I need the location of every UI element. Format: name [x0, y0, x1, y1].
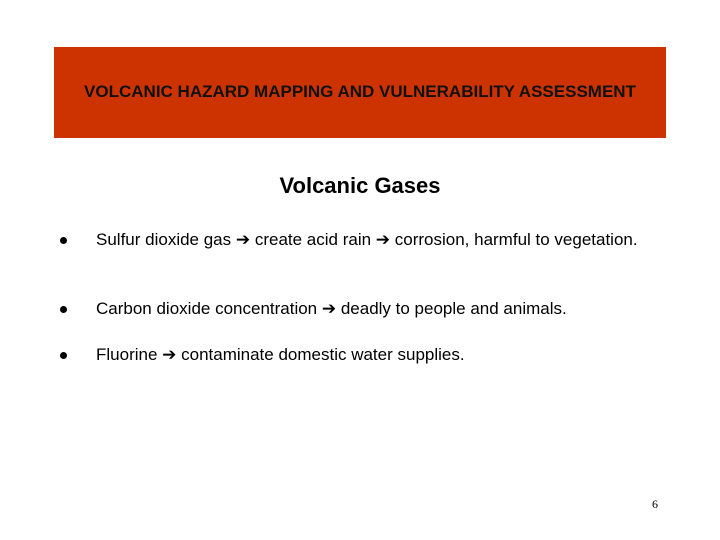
bullet-dot-icon	[60, 237, 67, 244]
page-number: 6	[652, 497, 658, 511]
bullet-dot-icon	[60, 306, 67, 313]
header-title: VOLCANIC HAZARD MAPPING AND VULNERABILITY ASSESSMENT	[84, 81, 636, 101]
bullet-text: Sulfur dioxide gas ➔ create acid rain ➔ corrosion, harmful to vegetation.	[96, 230, 638, 249]
bullet-text: Fluorine ➔ contaminate domestic water supplies.	[96, 345, 465, 364]
bullet-text: Carbon dioxide concentration ➔ deadly to people and animals.	[96, 299, 567, 318]
bullet-dot-icon	[60, 352, 67, 359]
slide-title: Volcanic Gases	[279, 173, 441, 198]
